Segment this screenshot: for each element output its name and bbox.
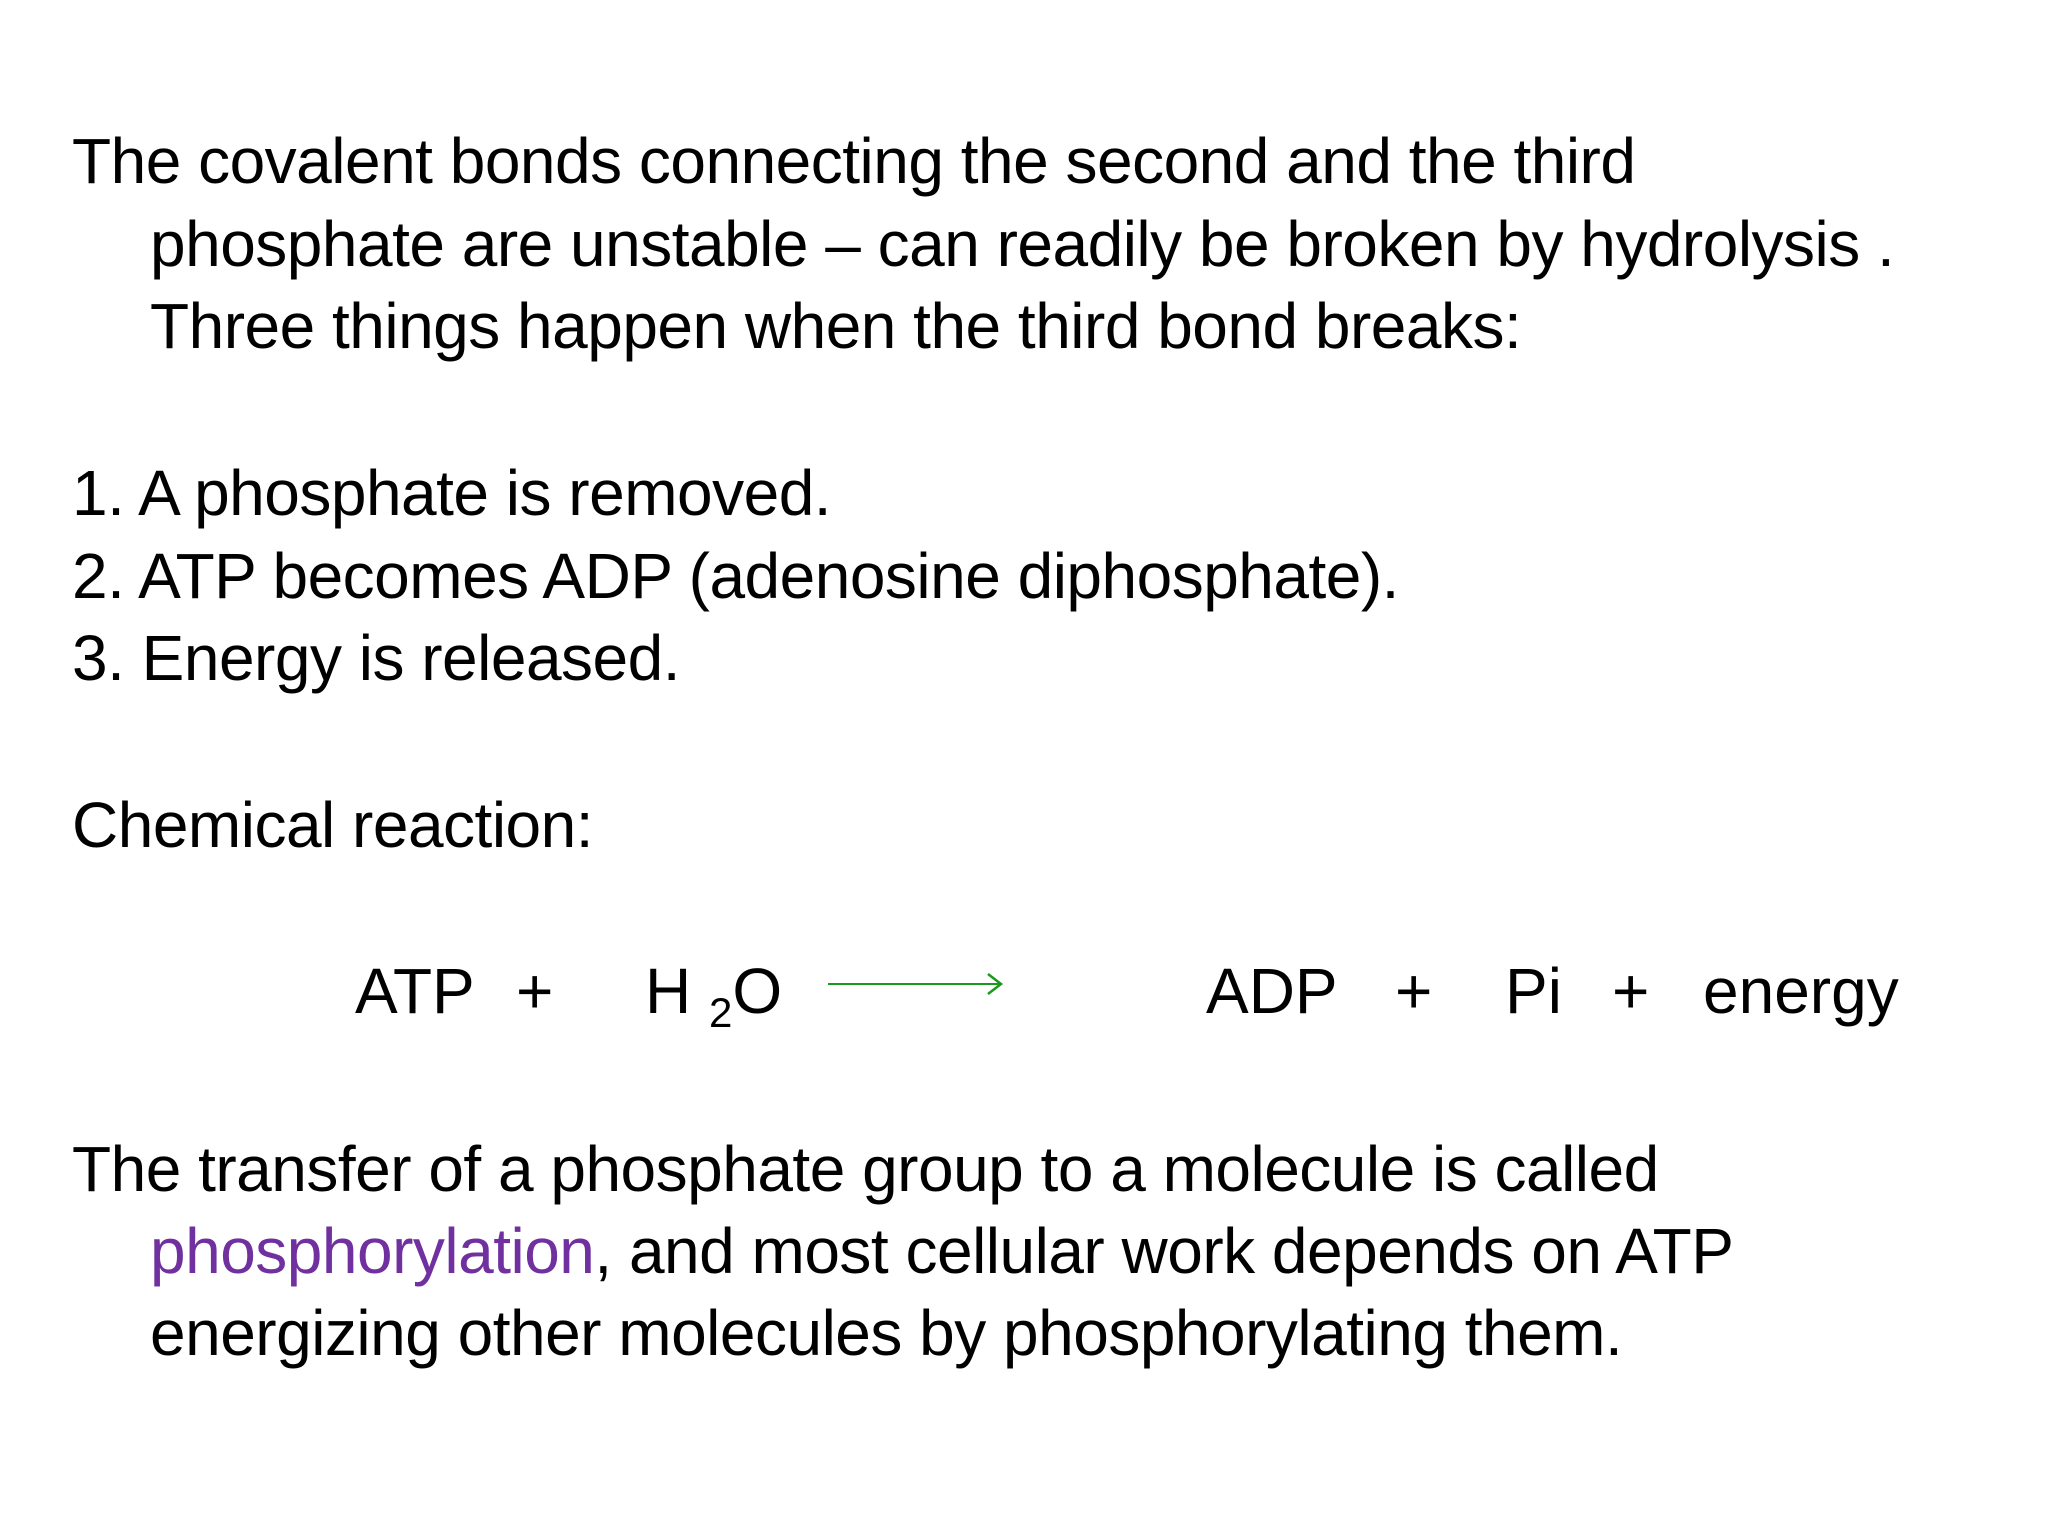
- water-o: O: [732, 955, 783, 1027]
- plus-sign: +: [516, 955, 554, 1027]
- reaction-heading: Chemical reaction:: [72, 789, 593, 861]
- product-energy: energy: [1703, 955, 1899, 1027]
- paragraph2-line2-rest: , and most cellular work depends on ATP: [594, 1215, 1734, 1287]
- paragraph1-line1: The covalent bonds connecting the second and the third: [72, 125, 1636, 197]
- list-item-3: 3. Energy is released.: [72, 622, 680, 694]
- phosphorylation-term: phosphorylation: [150, 1215, 595, 1287]
- paragraph1-line3: Three things happen when the third bond breaks:: [150, 290, 1522, 362]
- water-subscript: 2: [709, 989, 733, 1036]
- product-pi: Pi: [1505, 955, 1562, 1027]
- reactant-water: [645, 950, 782, 1054]
- list-item-2: 2. ATP becomes ADP (adenosine diphosphate).: [72, 540, 1399, 612]
- paragraph2-line1: The transfer of a phosphate group to a molecule is called: [72, 1133, 1659, 1205]
- plus-sign: +: [1395, 955, 1433, 1027]
- water-h: H: [645, 955, 692, 1027]
- reaction-arrow-icon: [828, 971, 1004, 997]
- reactant-atp: ATP: [355, 955, 475, 1027]
- paragraph1-line2: phosphate are unstable – can readily be broken by hydrolysis .: [150, 208, 1895, 280]
- plus-sign: +: [1612, 955, 1650, 1027]
- paragraph2-line3: energizing other molecules by phosphorylating them.: [150, 1297, 1623, 1369]
- product-adp: ADP: [1206, 955, 1338, 1027]
- list-item-1: 1. A phosphate is removed.: [72, 457, 832, 529]
- paragraph2-line2: [150, 1210, 1733, 1292]
